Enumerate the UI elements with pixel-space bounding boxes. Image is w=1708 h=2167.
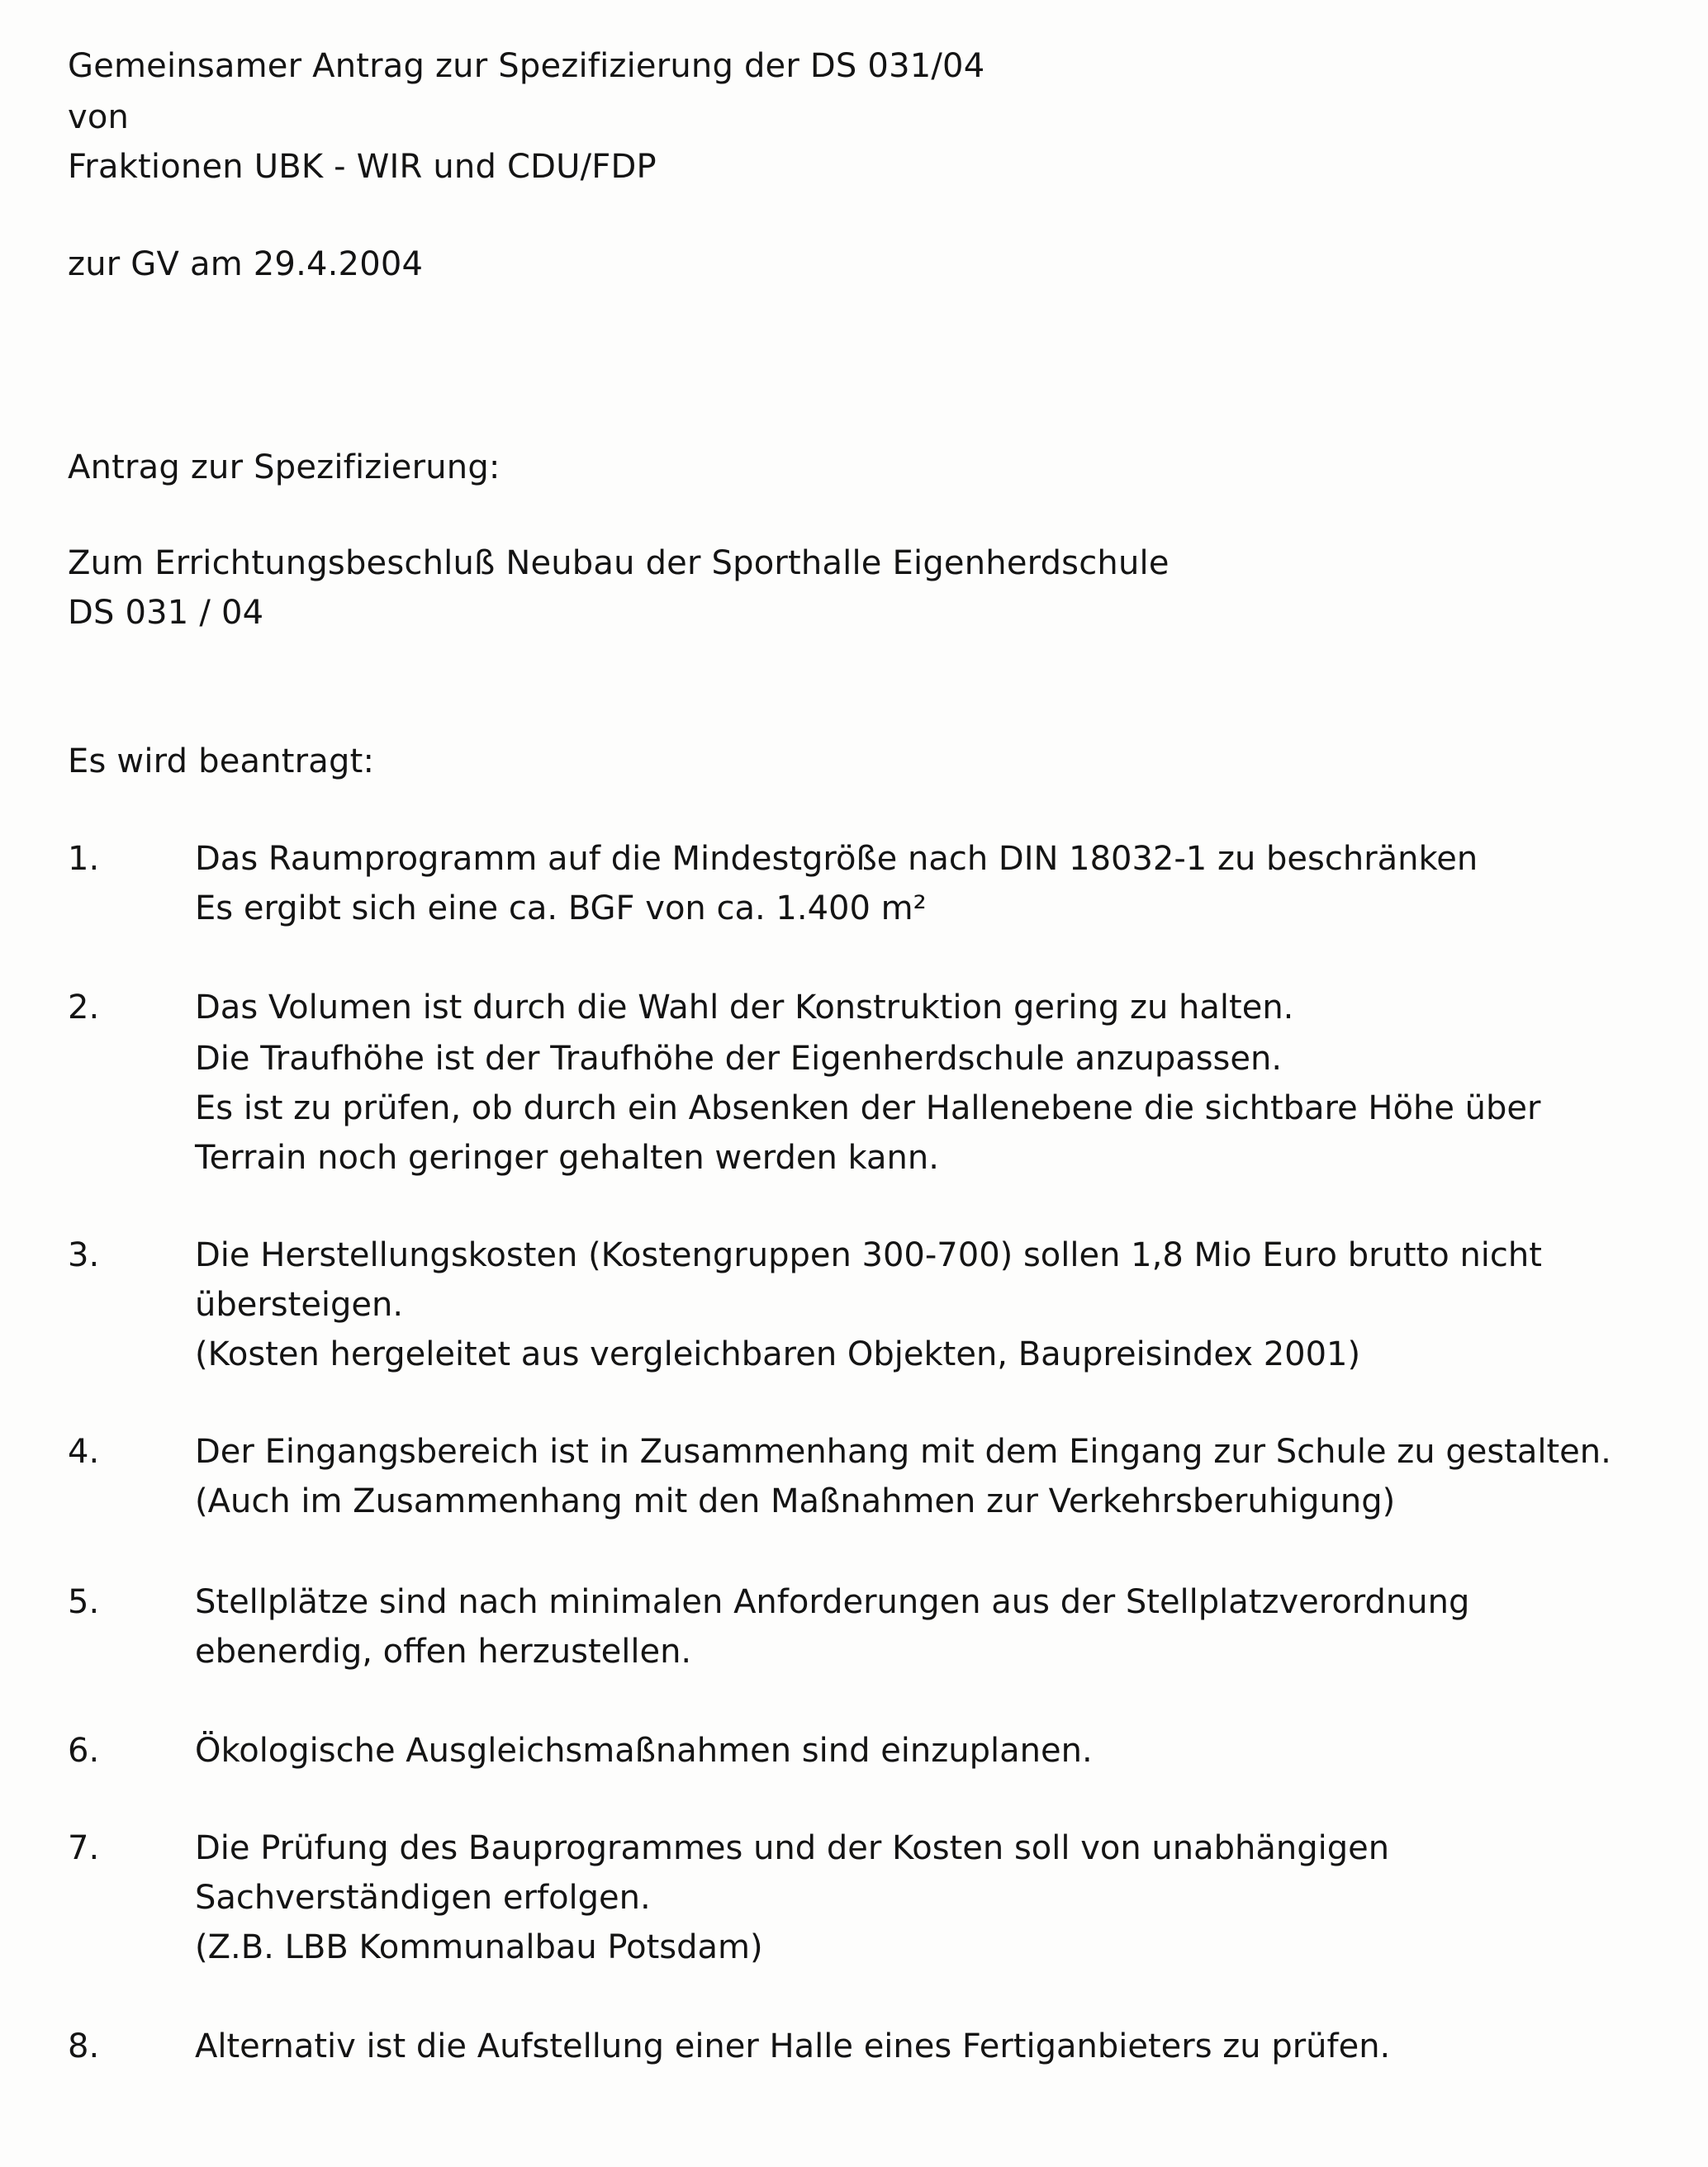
header-date: zur GV am 29.4.2004 <box>68 245 424 283</box>
item-line: (Z.B. LBB Kommunalbau Potsdam) <box>195 1928 763 1966</box>
item-line: Die Herstellungskosten (Kostengruppen 300-700) sollen 1,8 Mio Euro brutto nicht <box>195 1236 1542 1274</box>
item-number: 6. <box>68 1732 100 1770</box>
item-line: Es ergibt sich eine ca. BGF von ca. 1.400 m² <box>195 889 927 927</box>
item-line: Das Raumprogramm auf die Mindestgröße nach DIN 18032-1 zu beschränken <box>195 840 1478 878</box>
item-line: Das Volumen ist durch die Wahl der Konstruktion gering zu halten. <box>195 989 1294 1027</box>
intro-label: Antrag zur Spezifizierung: <box>68 448 501 486</box>
item-line: Sachverständigen erfolgen. <box>195 1879 651 1917</box>
header-title: Gemeinsamer Antrag zur Spezifizierung der DS 031/04 <box>68 47 985 85</box>
item-line: Stellplätze sind nach minimalen Anforderungen aus der Stellplatzverordnung <box>195 1583 1470 1621</box>
item-number: 8. <box>68 2027 100 2065</box>
item-line: Die Traufhöhe ist der Traufhöhe der Eigenherdschule anzupassen. <box>195 1040 1283 1078</box>
item-line: Terrain noch geringer gehalten werden kann. <box>195 1139 939 1177</box>
item-line: Ökologische Ausgleichsmaßnahmen sind einzuplanen. <box>195 1732 1093 1770</box>
item-line: (Auch im Zusammenhang mit den Maßnahmen zur Verkehrsberuhigung) <box>195 1482 1396 1520</box>
item-line: (Kosten hergeleitet aus vergleichbaren Objekten, Baupreisindex 2001) <box>195 1335 1361 1373</box>
item-line: Alternativ ist die Aufstellung einer Halle eines Fertiganbieters zu prüfen. <box>195 2027 1391 2065</box>
intro-subject-line2: DS 031 / 04 <box>68 594 264 632</box>
header-von: von <box>68 98 130 136</box>
item-line: Die Prüfung des Bauprogrammes und der Kosten soll von unabhängigen <box>195 1829 1390 1867</box>
item-number: 7. <box>68 1829 100 1867</box>
item-line: ebenerdig, offen herzustellen. <box>195 1633 692 1671</box>
item-number: 2. <box>68 989 100 1027</box>
item-number: 1. <box>68 840 100 878</box>
item-line: Der Eingangsbereich ist in Zusammenhang mit dem Eingang zur Schule zu gestalten. <box>195 1433 1611 1471</box>
item-line: Es ist zu prüfen, ob durch ein Absenken der Hallenebene die sichtbare Höhe über <box>195 1089 1541 1127</box>
item-number: 3. <box>68 1236 100 1274</box>
item-line: übersteigen. <box>195 1286 404 1324</box>
header-factions: Fraktionen UBK - WIR und CDU/FDP <box>68 148 657 186</box>
item-number: 5. <box>68 1583 100 1621</box>
intro-subject-line1: Zum Errichtungsbeschluß Neubau der Sporthalle Eigenherdschule <box>68 544 1170 582</box>
intro-request: Es wird beantragt: <box>68 742 375 780</box>
item-number: 4. <box>68 1433 100 1471</box>
